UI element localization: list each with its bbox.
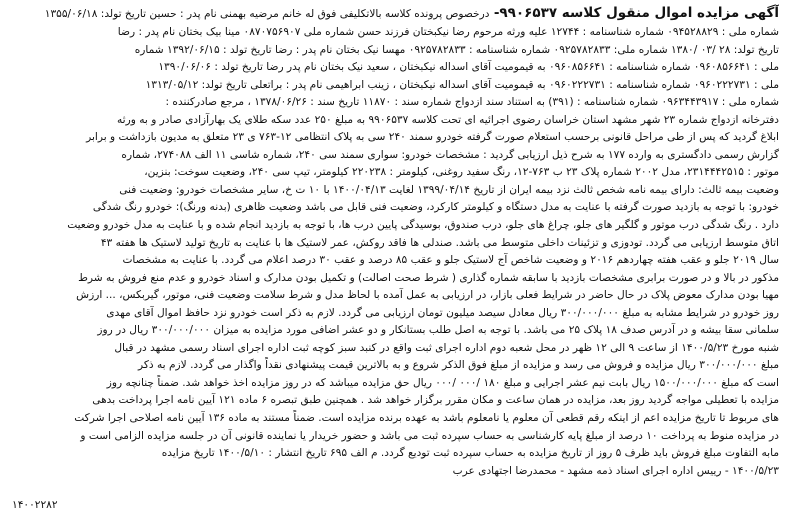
notice-line: خودرو: با توجه به بازدید صورت گرفته با عنایت به مدل دستگاه و کیلومتر کارکرد، وضعیت فنی قابل می باشد وضعیت ظاهری (بدنه ورنگ): خودرو رنگ شدگی — [92, 201, 779, 214]
notice-line: تاریخ تولد: ۲۸ /۰۳ /۱۳۸۰ شماره ملی: ۰۹۲۵۷۸۲۸۳۳ شماره شناسنامه : ۰۹۲۵۷۸۲۸۳۳ مهسا نیک بختان نام پدر : رضا تاریخ تولد : ۱۳۹۲/۰۶/۱۵ شماره — [134, 43, 779, 56]
notice-title-continuation: درخصوص پرونده کلاسه بالاتکلیفی فوق له خانم مرضیه بهمنی نام پدر : حسین تاریخ تولد: ۱۳۵۵/۰۶/۱۸ — [44, 8, 490, 20]
notice-line: روز خودرو در شرایط مشابه به مبلغ ۳۰۰/۰۰۰/۰۰۰ ریال معادل سیصد میلیون تومان ارزیابی می گردد. لازم به ذکر است خودرو نزد حافظ اموال آقای مهدی — [106, 306, 779, 319]
notice-title-heading: آگهی مزایده اموال منقول کلاسه ۹۹۰۶۵۳۷- — [493, 5, 779, 21]
notice-line: مابه التفاوت مبلغ فروش باید ظرف ۵ روز از تاریخ مزایده به حساب سپرده ثبت تودیع گردد. م الف ۶۹۵ تاریخ انتشار : ۱۴۰۰/۵/۱۰ تاریخ مزایده — [161, 447, 779, 460]
notice-line: گزارش رسمی دادگستری به وارده ۱۷۷ به شرح ذیل ارزیابی گردید : مشخصات خودرو: سواری سمند سی ۲۴۰، شماره شاسی ۱۱ الف ۲۷۴۰۸۸، شماره — [121, 148, 779, 161]
notice-title — [10, 4, 779, 23]
notice-line: وضعیت بیمه ثالث: دارای بیمه نامه شخص ثالث نزد بیمه ایران از تاریخ ۱۳۹۹/۰۴/۱۴ لغایت ۱۴۰۰/۰۴/۱۳ با ۱۰ ت خ، سایر مشخصات خودرو: وضعیت فنی — [119, 183, 779, 196]
notice-line: مبلغ ۳۰۰/۰۰۰/۰۰۰ ریال مزایده و فروش می رسد و مزایده از مبلغ فوق الذکر شروع و به بالاترین قیمت پیشنهادی نقداً واگذار می گردد. لازم به ذکر — [138, 359, 779, 372]
notice-line: مذکور در بالا و در صورت برابری مشخصات بازدید با سابقه شماره گذاری ( شرط صحت اصالت) و تکمیل بودن مدارک و اسناد خودرو و عدم منع فروش به شرط — [78, 271, 779, 284]
notice-line: دارد . رنگ شدگی درب موتور و گلگیر های جلو، چراغ های جلو، درب صندوق، بوسیدگی پایین درب ها، با توجه به بازدید انجام شده و با عنایت به مدل خودرو وضعیت — [67, 219, 779, 232]
notice-line: است که مبلغ ۱۵۰۰/۰۰۰/۰۰۰ ریال بابت نیم عشر اجرایی و مبلغ ۱۸۰ /۰۰۰ /۰۰۰ ریال حق مزایده میباشد که در روز مزایده اخذ خواهد شد. ضمناً چنانچه روز — [106, 376, 779, 389]
reference-code: ۱۴۰۰۲۲۸۲ — [12, 499, 58, 511]
notice-line: مهیا بودن مدارک معوض پلاک در حال حاضر در شرایط فعلی بازار، در ارزیابی به عمل آمده با لحاظ مدل و شرط سلامت وضعیت فنی، موتور، گیربکس، ... ارزش — [76, 289, 779, 302]
notice-line: شماره ملی : ۰۹۴۵۲۸۸۲۹ شماره شناسنامه : ۱۲۷۴۴ علیه ورثه مرحوم رضا نیکبختان فرزند حسن شماره ملی ۰۸۷۰۷۵۶۹۰۷ مینا بیک بختان نام پدر : رضا — [117, 26, 779, 38]
notice-signature-line: ۱۴۰۰/۵/۲۳ - رییس اداره اجرای اسناد ذمه مشهد - محمدرضا اجتهادی عرب — [452, 464, 779, 477]
notice-line: شنبه مورخ ۱۴۰۰/۵/۲۳ از ساعت ۹ الی ۱۲ ظهر در محل شعبه دوم اداره اجرای ثبت واقع در کنبد سبز کوچه ثبت اداره اجرای اسناد رسمی مشهد در قبال — [114, 341, 779, 354]
notice-line: ملی : ۰۹۶۰۲۲۲۷۳۱ شماره شناسنامه : ۰۹۶۰۲۲۲۷۳۱ به قیمومیت آقای اسداله نیکبختان ، زینب ابراهیمی نام پدر : براتعلی تاریخ تولد: ۱۳۱۳/۰۵/۱۲ — [145, 78, 779, 91]
notice-line: سلمانی سقا بیشه و در آدرس صدف ۱۸ پلاک ۲۵ می باشد. با توجه به اصل طلب بستانکار و دو عشر اضافی مورد مزایده به میزان ۳۰۰/۰۰۰/۰۰۰ ریال در روز — [97, 324, 779, 337]
notice-body — [10, 24, 779, 480]
notice-line: مزایده با تعطیلی مواجه گردید روز بعد، مزایده در همان ساعت و مکان مقرر برگزار خواهد شد . همچنین طبق تبصره ۶ ماده ۱۲۱ آیین نامه اجرا پرداخت بدهی — [92, 394, 779, 407]
notice-line: موتور : ۲۳۱۴۴۴۲۵۱۵، مدل ۲۰۰۲ شماره پلاک ۲۳ ب ۷۶۳-۱۲، رنگ سفید روغنی، کیلومتر : ۲۲۰۲۳۸ کیلومتر، تیپ سی ۲۴۰، وضعیت سوخت: بنزین، — [144, 166, 779, 179]
notice-line: دفترخانه ازدواج شماره ۲۳ شهر مشهد استان خراسان رضوی اجرائیه ای تحت کلاسه ۹۹۰۶۵۳۷ به مبلغ ۲۵۰ عدد سکه طلای یک بهارآزادی صادر و به ورثه — [116, 113, 779, 126]
notice-line: سال ۲۰۱۹ جلو و عقب هفته چهاردهم ۲۰۱۶ و وضعیت شاخص آج لاستیک جلو و عقب ۸۵ درصد و عقب ۳۰ درصد اعلام می گردد. با عنایت به مشخصات — [122, 254, 779, 267]
notice-line: شماره ملی : ۰۹۶۳۴۴۳۹۱۷ شماره شناسنامه : (۳۹۱) به استناد سند ازدواج شماره سند : ۱۱۸۷۰ تاریخ سند : ۱۳۷۸/۰۶/۲۶ ، مرجع صادرکننده : — [165, 96, 779, 109]
notice-line: ملی : ۰۹۶۰۸۵۶۶۴۱ شماره شناسنامه : ۰۹۶۰۸۵۶۶۴۱ به قیمومیت آقای اسداله نیکبختان ، سعید نیک بختان نام پدر رضا تاریخ تولد : ۱۳۹۰/۰۶/۰۶ — [158, 61, 779, 74]
notice-line: ابلاغ گردید که پس از طی مراحل قانونی برحسب استعلام صورت گرفته خودرو سمند ۲۴۰ سی به پلاک انتظامی ۱۲-۷۶۳ ی ۲۳ متعلق به مدیون بازداشت و برابر — [86, 131, 779, 144]
notice-line: در مزایده منوط به پرداخت ۱۰ درصد از مبلغ پایه کارشناسی به حساب سپرده ثبت می باشد و حضور خریدار یا نماینده قانونی آن در جلسه مزایده الزامی است و — [80, 429, 779, 442]
notice-line: های مربوط تا تاریخ مزایده اعم از اینکه رقم قطعی آن معلوم یا نامعلوم باشد به عهده برنده مزایده است. ضمناً مستند به ماده ۱۳۶ آیین نامه اصلاحی اجرا شرکت — [74, 412, 779, 425]
notice-line: اتاق متوسط ارزیابی می گردد. تودوزی و تزئینات داخلی متوسط می باشد. صندلی ها فاقد روکش، عمر لاستیک ها با عنایت به تاریخ تولید لاستیک ها هفته ۴۳ — [100, 236, 779, 249]
